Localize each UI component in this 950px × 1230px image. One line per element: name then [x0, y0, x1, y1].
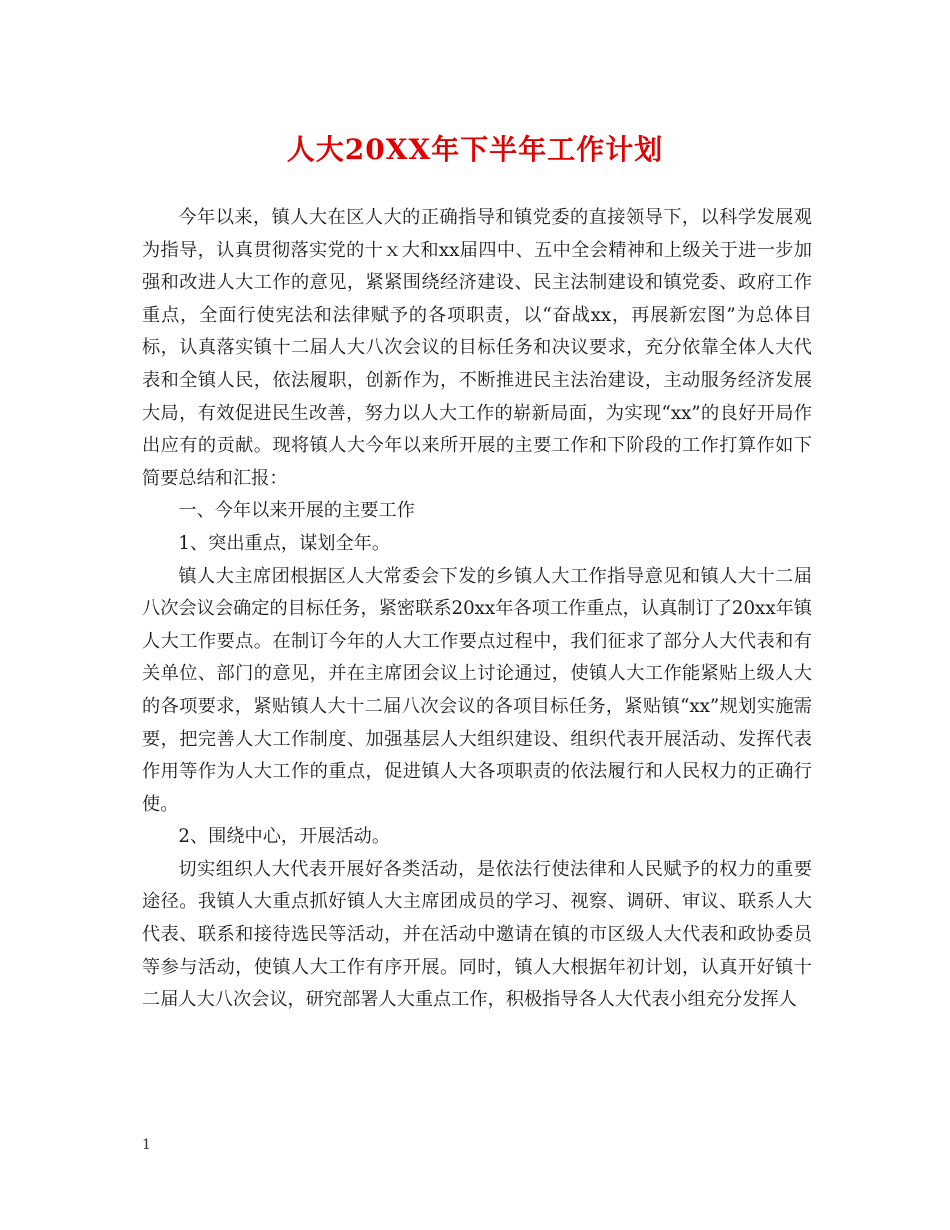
document-body [142, 202, 812, 1017]
document-title: 人大20XX年下半年工作计划 [286, 133, 664, 166]
paragraph-intro: 今年以来，镇人大在区人大的正确指导和镇党委的直接领导下，以科学发展观为指导，认真贯彻落实党的十ｘ大和xx届四中、五中全会精神和上级关于进一步加强和改进人大工作的意见，紧紧围绕经济建设、民主法制建设和镇党委、政府工作重点，全面行使宪法和法律赋予的各项职责，以“奋战xx，再展新宏图”为总体目标，认真落实镇十二届人大八次会议的目标任务和决议要求，充分依靠全体人大代表和全镇人民，依法履职，创新作为，不断推进民主法治建设，主动服务经济发展大局，有效促进民生改善，努力以人大工作的崭新局面，为实现“xx”的良好开局作出应有的贡献。现将镇人大今年以来所开展的主要工作和下阶段的工作打算作如下简要总结和汇报： [142, 207, 812, 489]
paragraph-activities: 切实组织人大代表开展好各类活动，是依法行使法律和人民赋予的权力的重要途径。我镇人大重点抓好镇人大主席团成员的学习、视察、调研、审议、联系人大代表、联系和接待选民等活动，并在活动中邀请在镇的市区级人大代表和政协委员等参与活动，使镇人大工作有序开展。同时，镇人大根据年初计划，认真开好镇十二届人大八次会议，研究部署人大重点工作，积极指导各人大代表小组充分发挥人 [142, 858, 812, 1011]
section-heading-1: 一、今年以来开展的主要工作 [178, 500, 415, 522]
subsection-heading-2: 2、围绕中心，开展活动。 [178, 826, 391, 848]
paragraph-planning: 镇人大主席团根据区人大常委会下发的乡镇人大工作指导意见和镇人大十二届八次会议会确定的目标任务，紧密联系20xx年各项工作重点，认真制订了20xx年镇人大工作要点。在制订今年的人大工作要点过程中，我们征求了部分人大代表和有关单位、部门的意见，并在主席团会议上讨论通过，使镇人大工作能紧贴上级人大的各项要求，紧贴镇人大十二届八次会议的各项目标任务，紧贴镇“xx”规划实施需要，把完善人大工作制度、加强基层人大组织建设、组织代表开展活动、发挥代表作用等作为人大工作的重点，促进镇人大各项职责的依法履行和人民权力的正确行使。 [142, 565, 812, 815]
subsection-heading-1: 1、突出重点，谋划全年。 [178, 532, 391, 554]
page-number: 1 [142, 1137, 151, 1153]
